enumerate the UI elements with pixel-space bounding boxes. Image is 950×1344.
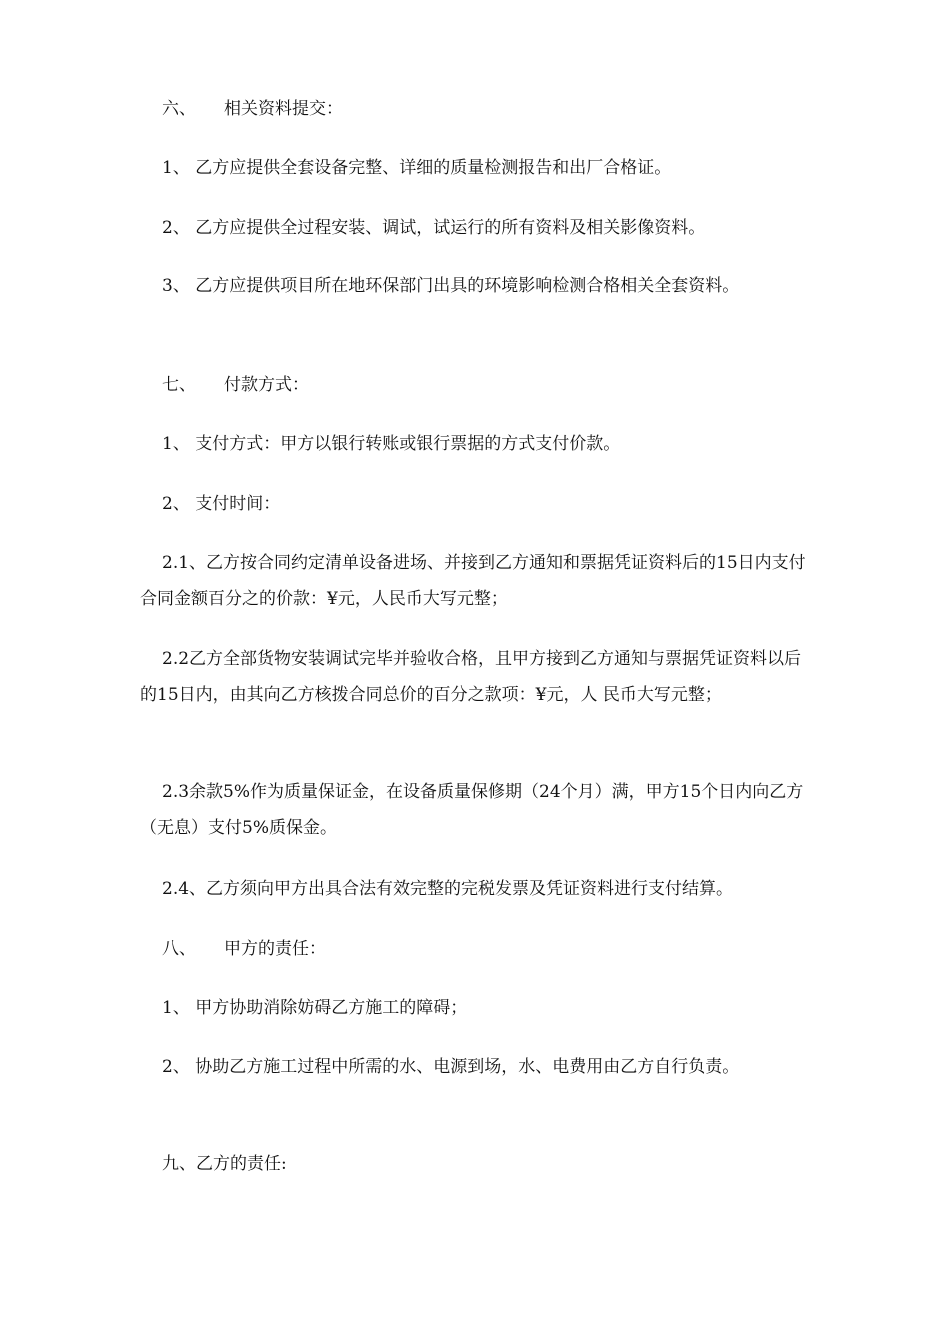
- section-title: 付款方式：: [224, 375, 309, 395]
- paragraph-6-2: 2、 乙方应提供全过程安装、调试，试运行的所有资料及相关影像资料。: [162, 218, 706, 238]
- section-title: 甲方的责任：: [224, 939, 326, 959]
- section-number: 七、: [162, 375, 196, 395]
- paragraph-8-1: 1、 甲方协助消除妨碍乙方施工的障碍；: [162, 998, 468, 1018]
- paragraph-7-1: 1、 支付方式：甲方以银行转账或银行票据的方式支付价款。: [162, 434, 621, 454]
- section-heading-8: [140, 931, 810, 967]
- paragraph-6-1: 1、 乙方应提供全套设备完整、详细的质量检测报告和出厂合格证。: [162, 158, 672, 178]
- paragraph-7-2-4: 2.4、乙方须向甲方出具合法有效完整的完税发票及凭证资料进行支付结算。: [162, 879, 734, 899]
- paragraph-6-3: 3、 乙方应提供项目所在地环保部门出具的环境影响检测合格相关全套资料。: [162, 276, 740, 296]
- paragraph-8-2: 2、 协助乙方施工过程中所需的水、电源到场，水、电费用由乙方自行负责。: [162, 1057, 740, 1077]
- paragraph-7-2-3: 2.3余款5%作为质量保证金，在设备质量保修期（24个月）满，甲方15个日内向乙方（无息）支付5%质保金。: [140, 782, 804, 838]
- paragraph-7-2-2: 2.2乙方全部货物安装调试完毕并验收合格，且甲方接到乙方通知与票据凭证资料以后的15日内，由其向乙方核拨合同总价的百分之款项：¥元，人 民币大写元整；: [140, 649, 802, 705]
- paragraph-7-2-1: 2.1、乙方按合同约定清单设备进场、并接到乙方通知和票据凭证资料后的15日内支付合同金额百分之的价款：¥元，人民币大写元整；: [140, 553, 806, 609]
- section-number: 六、: [162, 99, 196, 119]
- section-heading-7: [140, 367, 810, 403]
- section-number: 八、: [162, 939, 196, 959]
- section-heading-9: 九、乙方的责任:: [162, 1154, 287, 1174]
- paragraph-7-2: 2、 支付时间：: [162, 494, 281, 514]
- section-title: 相关资料提交：: [224, 99, 343, 119]
- section-heading-6: [140, 91, 810, 127]
